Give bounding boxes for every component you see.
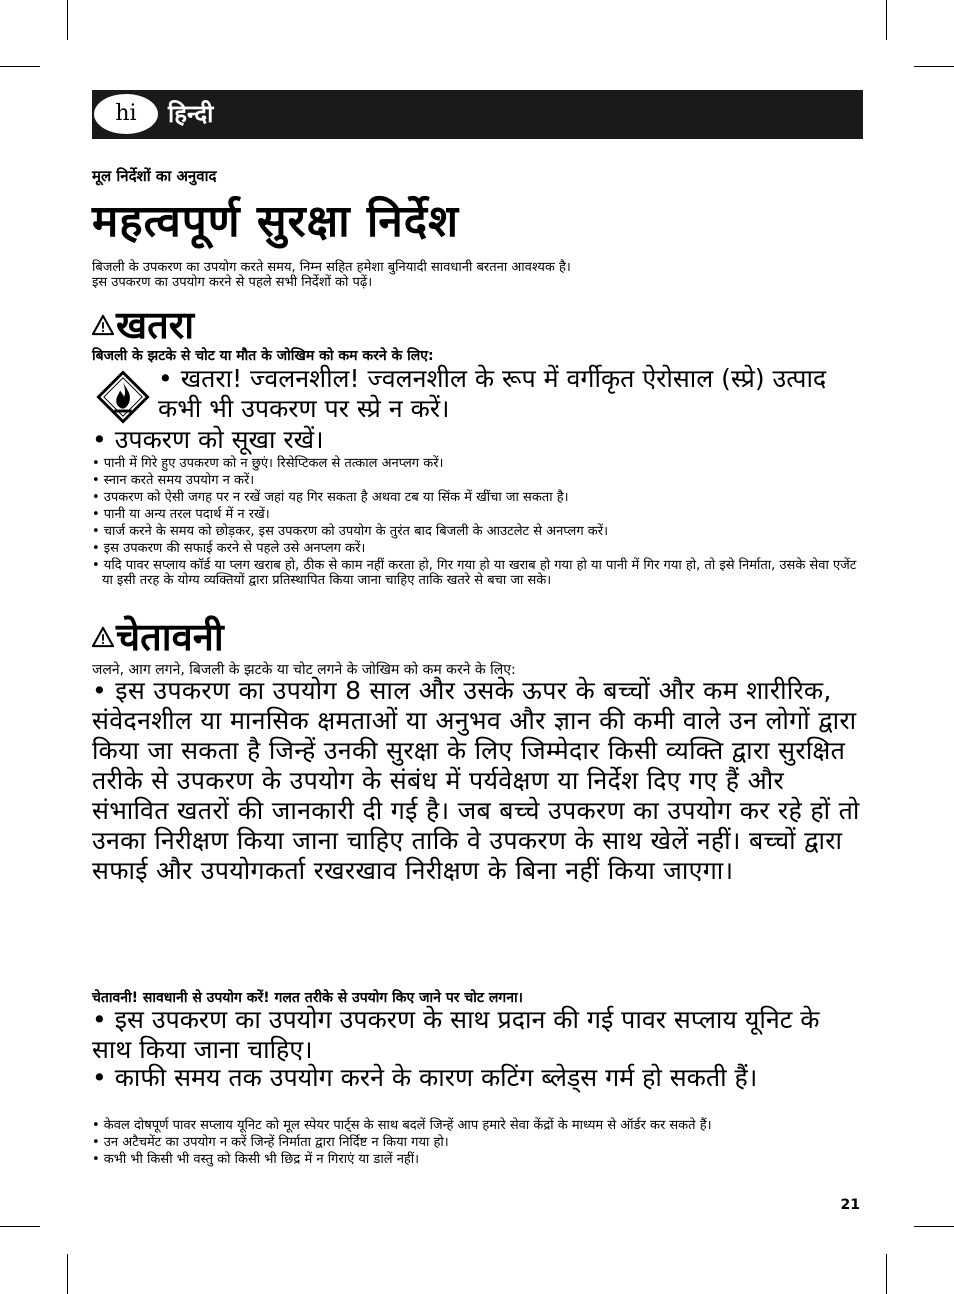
warning-triangle-icon [92,314,114,336]
crop-mark [67,0,68,40]
list-item: • पानी में गिरे हुए उपकरण को न छुएं। रिसेप्टिकल से तत्काल अनप्लग करें। [92,456,444,471]
translation-note: मूल निर्देशों का अनुवाद [92,167,217,185]
intro-text [92,260,864,290]
warning-subtitle: जलने, आग लगने, बिजली के झटके या चोट लगने के जोखिम को कम करने के लिए: [92,662,516,678]
list-item: • चार्ज करने के समय को छोड़कर, इस उपकरण को उपयोग के तुरंत बाद बिजली के आउटलेट से अनप्लग करें। [92,524,609,539]
language-header-bar [92,90,863,139]
warning-heading-text: चेतावनी [116,615,224,659]
danger-heading [92,304,194,346]
page-number: 21 [840,1197,860,1213]
crop-mark [886,0,887,40]
danger-list [92,456,864,590]
list-item: • यदि पावर सप्लाय कॉर्ड या प्लग खराब हो, ठीक से काम नहीं करता हो, गिर गया हो या खराब हो गया हो या पानी में गिर गया हो, तो इसे निर्माता, उसके सेवा एजेंट या इसी तरह के योग्य व्यक्तियों द्वारा प्रतिस्थापित किया जाना चाहिए ताकि खतरे से बचा जा सके। [92,558,857,588]
crop-mark [914,1226,954,1227]
crop-mark [886,1254,887,1294]
list-item: • कभी भी किसी भी वस्तु को किसी भी छिद्र में न गिराएं या डालें नहीं। [92,1152,420,1167]
list-item: • उपकरण को ऐसी जगह पर न रखें जहां यह गिर सकता है अथवा टब या सिंक में खींचा जा सकता है। [92,490,569,505]
power-supply-text: • इस उपकरण का उपयोग उपकरण के साथ प्रदान की गई पावर सप्लाय यूनिट के साथ किया जाना चाहिए। [92,1005,820,1064]
list-item: • स्नान करते समय उपयोग न करें। [92,473,255,488]
list-item: • केवल दोषपूर्ण पावर सप्लाय यूनिट को मूल स्पेयर पार्ट्स के साथ बदलें जिन्हें आप हमारे सेवा केंद्रों के माध्यम से ऑर्डर कर सकते हैं। [92,1118,712,1133]
keep-dry-text: • उपकरण को सूखा रखें। [92,425,324,454]
crop-mark [67,1254,68,1294]
language-name: हिन्दी [168,100,214,128]
caution-line: चेतावनी! सावधानी से उपयोग करें! गलत तरीके से उपयोग किए जाने पर चोट लगना। [92,990,523,1006]
flammable-warning-text: • खतरा! ज्वलनशील! ज्वलनशील के रूप में वर्गीकृत ऐरोसाल (स्प्रे) उत्पाद कभी भी उपकरण पर स्प्रे न करें। [158,364,827,423]
danger-heading-text: खतरा [116,303,195,347]
flammable-hazard-icon [94,368,152,426]
intro-line: इस उपकरण का उपयोग करने से पहले सभी निर्देशों को पढ़ें। [92,275,373,290]
intro-line: बिजली के उपकरण का उपयोग करते समय, निम्न सहित हमेशा बुनियादी सावधानी बरतना आवश्यक है। [92,260,571,275]
language-code-badge: hi [94,94,158,134]
list-item: • पानी या अन्य तरल पदार्थ में न रखें। [92,507,270,522]
list-item: • उन अटैचमेंट का उपयोग न करें जिन्हें निर्माता द्वारा निर्दिष्ट न किया गया हो। [92,1135,449,1150]
warning-list [92,1118,864,1169]
warning-triangle-icon [92,626,114,648]
crop-mark [0,66,40,67]
crop-mark [914,66,954,67]
list-item: • इस उपकरण की सफाई करने से पहले उसे अनप्लग करें। [92,541,366,556]
warning-heading [92,616,224,658]
page-title: महत्वपूर्ण सुरक्षा निर्देश [92,196,460,247]
blades-hot-text: • काफी समय तक उपयोग करने के कारण कटिंग ब्लेड्स गर्म हो सकती हैं। [92,1063,758,1092]
danger-subtitle: बिजली के झटके से चोट या मौत के जोखिम को कम करने के लिए: [92,348,434,364]
crop-mark [0,1226,40,1227]
children-usage-text: • इस उपकरण का उपयोग 8 साल और उसके ऊपर के बच्चों और कम शारीरिक, संवेदनशील या मानसिक क्षमताओं या अनुभव और ज्ञान की कमी वाले उन लोगों द्वारा किया जा सकता है जिन्हें उनकी सुरक्षा के लिए जिम्मेदार किसी व्यक्ति द्वारा सुरक्षित तरीके से उपकरण के उपयोग के संबंध में पर्यवेक्षण या निर्देश दिए गए हैं और संभावित खतरों की जानकारी दी गई है। जब बच्चे उपकरण का उपयोग कर रहे हों तो उनका निरीक्षण किया जाना चाहिए ताकि वे उपकरण के साथ खेलें नहीं। बच्चों द्वारा सफाई और उपयोगकर्ता रखरखाव निरीक्षण के बिना नहीं किया जाएगा। [92,676,860,885]
